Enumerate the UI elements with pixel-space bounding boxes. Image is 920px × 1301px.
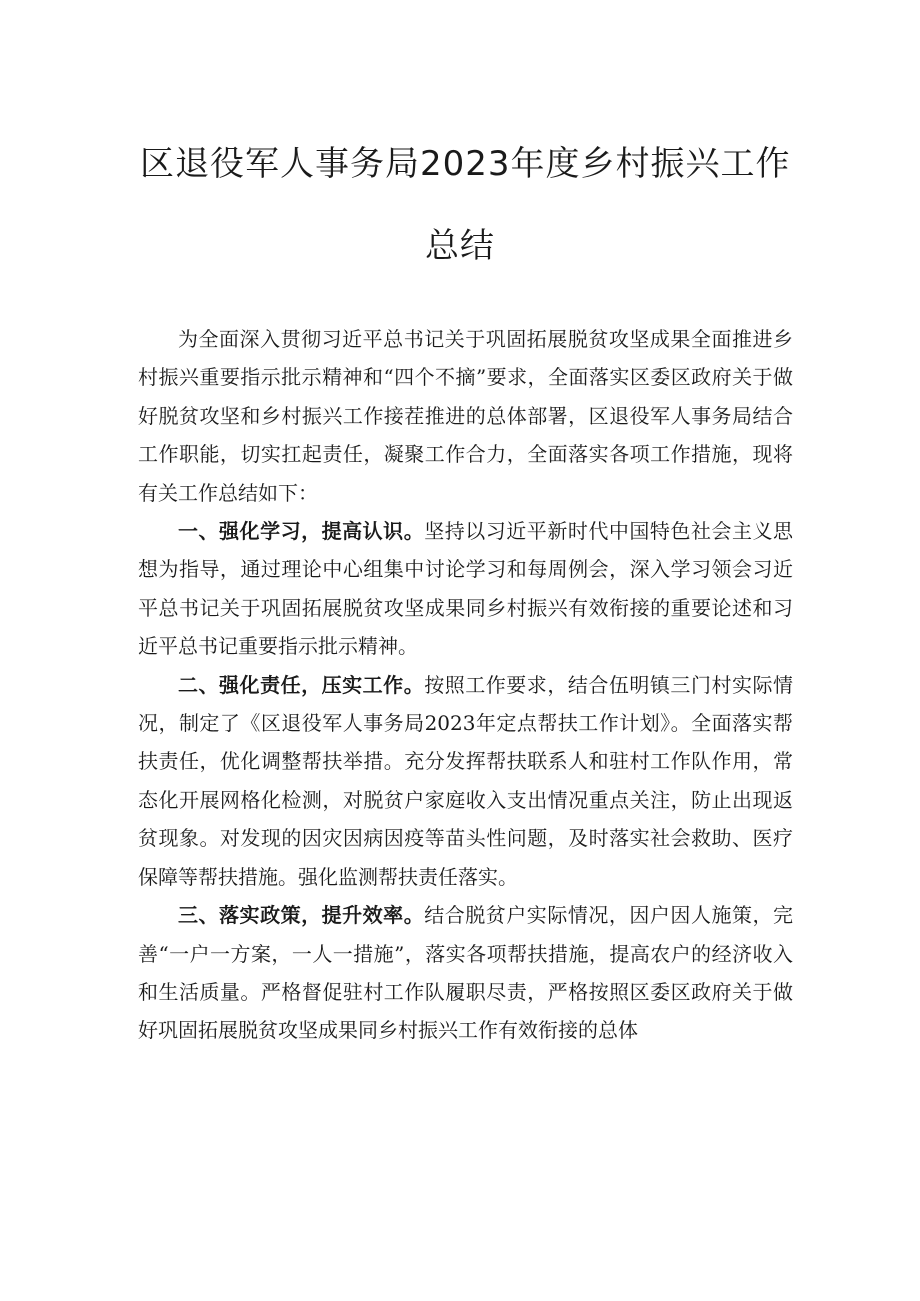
document-title-line-2: 总结	[425, 226, 495, 266]
section-heading: 一、强化学习，提高认识。	[178, 519, 425, 544]
document-body	[138, 320, 793, 1050]
paragraph-section-1	[138, 512, 793, 666]
paragraph-section-3	[138, 896, 793, 1050]
section-heading: 三、落实政策，提升效率。	[178, 903, 425, 928]
paragraph-intro	[138, 320, 793, 512]
paragraph-text: 按照工作要求，结合伍明镇三门村实际情况，制定了《区退役军人事务局2023年定点帮扶工作计划》。全面落实帮扶责任，优化调整帮扶举措。充分发挥帮扶联系人和驻村工作队作用，常态化开展网格化检测，对脱贫户家庭收入支出情况重点关注，防止出现返贫现象。对发现的因灾因病因疫等苗头性问题，及时落实社会救助、医疗保障等帮扶措施。强化监测帮扶责任落实。	[138, 672, 794, 889]
paragraph-section-2	[138, 666, 793, 896]
paragraph-text: 坚持以习近平新时代中国特色社会主义思想为指导，通过理论中心组集中讨论学习和每周例会，深入学习领会习近平总书记关于巩固拓展脱贫攻坚成果同乡村振兴有效衔接的重要论述和习近平总书记重要指示批示精神。	[138, 519, 794, 659]
document-title-line-1: 区退役军人事务局2023年度乡村振兴工作	[140, 144, 791, 184]
paragraph-text: 结合脱贫户实际情况，因户因人施策，完善“一户一方案，一人一措施”，落实各项帮扶措施，提高农户的经济收入和生活质量。严格督促驻村工作队履职尽责，严格按照区委区政府关于做好巩固拓展脱贫攻坚成果同乡村振兴工作有效衔接的总体	[138, 903, 794, 1043]
section-heading: 二、强化责任，压实工作。	[178, 672, 425, 697]
paragraph-text: 为全面深入贯彻习近平总书记关于巩固拓展脱贫攻坚成果全面推进乡村振兴重要指示批示精神和“四个不摘”要求，全面落实区委区政府关于做好脱贫攻坚和乡村振兴工作接茬推进的总体部署，区退役军人事务局结合工作职能，切实扛起责任，凝聚工作合力，全面落实各项工作措施，现将有关工作总结如下：	[138, 327, 793, 505]
